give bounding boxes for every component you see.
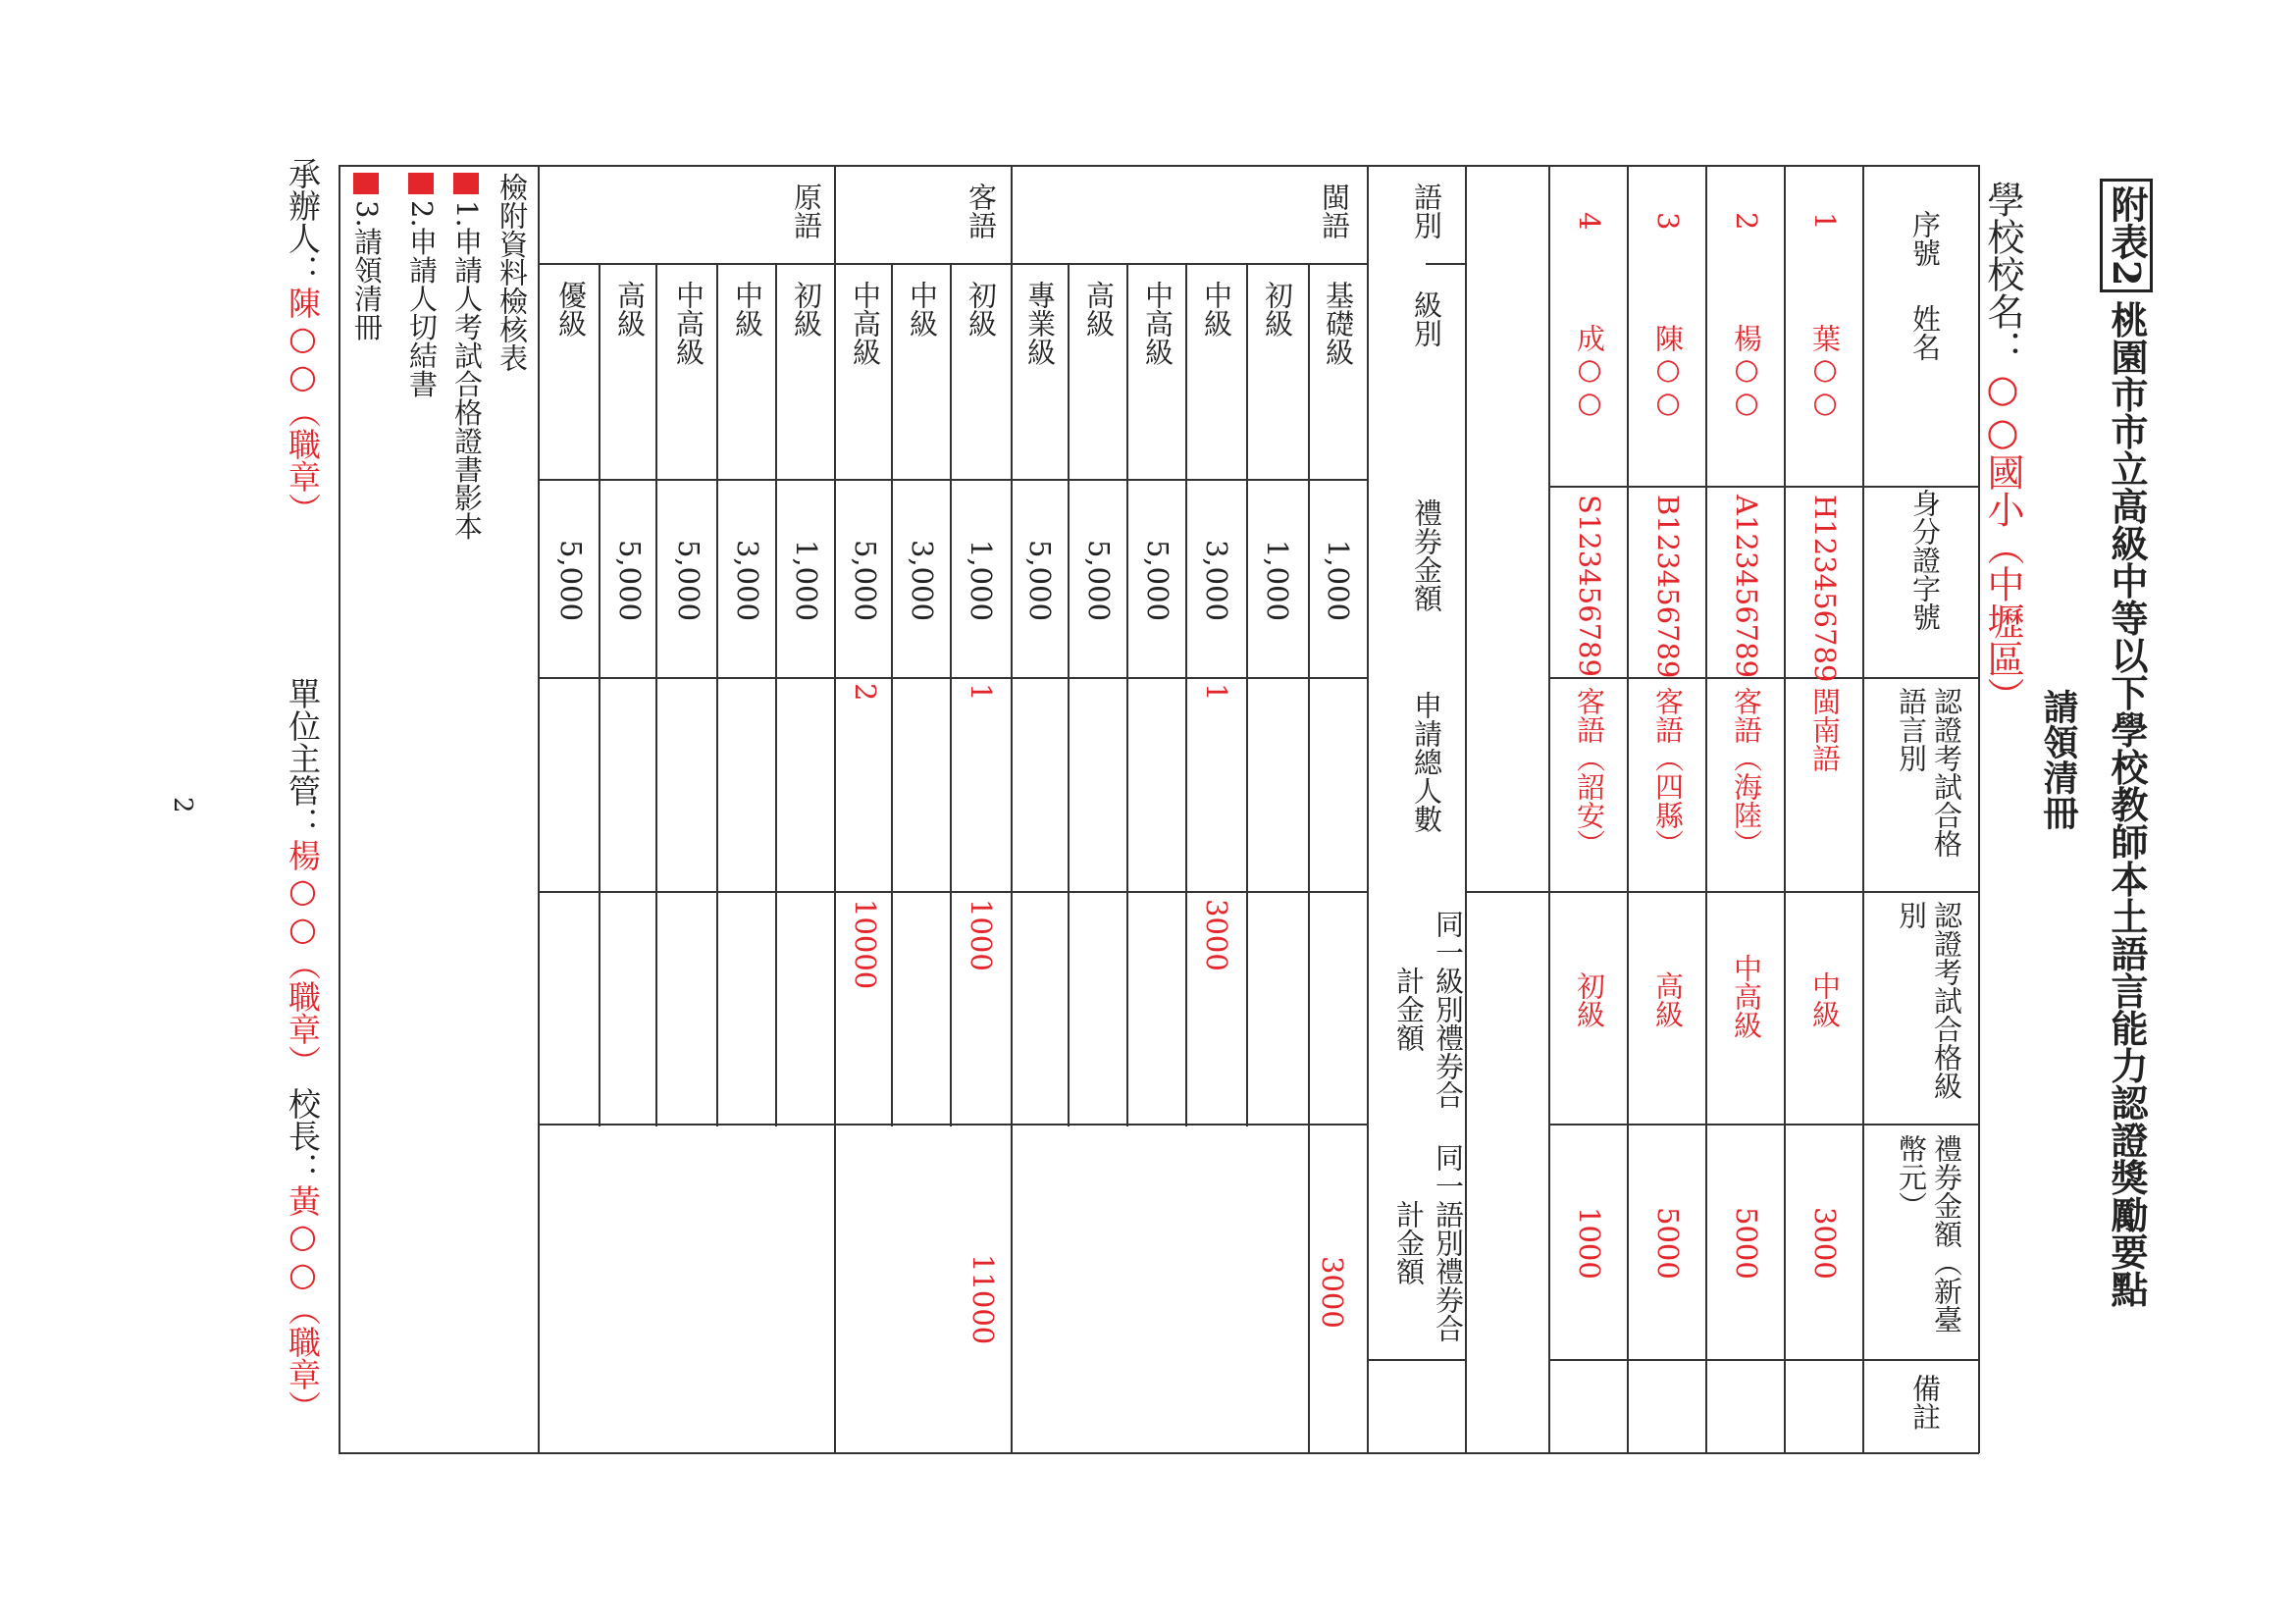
header-language-subtotal: 同一語別禮券合計金額 <box>1392 1142 1465 1342</box>
row-language: 客語（詔安） <box>1573 687 1606 858</box>
school-name <box>1982 181 2023 714</box>
level-amount: 3,000 <box>906 540 939 622</box>
checkbox-checked-icon[interactable] <box>453 173 479 194</box>
level-amount: 5,000 <box>1023 540 1057 622</box>
row-amount: 3000 <box>1808 1207 1842 1280</box>
group-language: 閩語 <box>1318 183 1351 239</box>
level-label: 初級 <box>965 281 998 338</box>
level-amount: 1,000 <box>1261 540 1294 622</box>
level-amount: 3,000 <box>731 540 764 622</box>
header-level-col: 級別 <box>1410 290 1443 347</box>
row-no: 4 <box>1573 212 1606 231</box>
level-label: 高級 <box>613 281 647 338</box>
row-no: 3 <box>1651 212 1685 231</box>
supervisor-value: 楊○○（職章） <box>284 839 322 1077</box>
level-label: 中高級 <box>1141 281 1174 366</box>
handler-signature <box>285 157 320 525</box>
level-subtotal: 10000 <box>849 899 882 990</box>
level-amount: 1,000 <box>965 540 998 622</box>
row-amount: 1000 <box>1573 1207 1606 1280</box>
level-amount: 5,000 <box>672 540 705 622</box>
level-label: 中高級 <box>849 281 882 366</box>
document-title-text: 桃園市市立高級中等以下學校教師本土語言能力認證獎勵要點 <box>2105 300 2149 1308</box>
row-no: 2 <box>1730 212 1763 231</box>
row-name: 陳○○ <box>1651 324 1685 419</box>
header-applicant-count: 申請總人數 <box>1410 691 1443 833</box>
header-level-subtotal: 同一級別禮券合計金額 <box>1392 909 1465 1109</box>
header-language-group: 語別 <box>1410 183 1443 239</box>
row-amount: 5000 <box>1651 1207 1685 1280</box>
document-title <box>2100 179 2153 1307</box>
handler-label: 承辦人： <box>284 157 322 287</box>
level-label: 專業級 <box>1023 281 1057 366</box>
row-name: 葉○○ <box>1808 324 1842 419</box>
row-level: 初級 <box>1573 971 1606 1028</box>
group-language: 客語 <box>965 183 998 239</box>
document-subtitle: 請領清冊 <box>2038 689 2079 830</box>
row-id: H123456789 <box>1808 495 1842 683</box>
header-level: 認證考試合格級別 <box>1895 901 1963 1100</box>
level-count: 1 <box>1200 683 1233 702</box>
row-level: 中級 <box>1808 971 1842 1028</box>
row-language: 客語（海陸） <box>1730 687 1763 858</box>
checklist-title: 檢附資料檢核表 <box>496 173 529 372</box>
level-amount: 3,000 <box>1200 540 1233 622</box>
level-label: 初級 <box>790 281 823 338</box>
header-language: 認證考試合格語言別 <box>1895 687 1963 858</box>
row-name: 楊○○ <box>1730 324 1763 419</box>
level-label: 中高級 <box>672 281 705 366</box>
level-subtotal: 1000 <box>965 899 998 971</box>
level-amount: 5,000 <box>1082 540 1116 622</box>
checklist-item-2: 2.申請人切結書 <box>405 200 439 398</box>
principal-label: 校長： <box>284 1087 322 1184</box>
level-label: 高級 <box>1082 281 1116 338</box>
group-language-total: 11000 <box>966 1254 1000 1345</box>
level-label: 中級 <box>731 281 764 338</box>
supervisor-label: 單位主管： <box>284 677 322 839</box>
school-label: 學校校名： <box>1981 181 2024 367</box>
handler-value: 陳○○（職章） <box>284 287 322 525</box>
row-id: B123456789 <box>1651 495 1685 679</box>
row-amount: 5000 <box>1730 1207 1763 1280</box>
checkbox-checked-icon[interactable] <box>408 173 434 194</box>
level-label: 初級 <box>1261 281 1294 338</box>
header-note: 備註 <box>1908 1374 1942 1431</box>
row-level: 高級 <box>1651 971 1685 1028</box>
level-label: 優級 <box>554 281 588 338</box>
school-value: ○○國小（中壢區） <box>1981 367 2024 714</box>
checkbox-checked-icon[interactable] <box>353 173 379 194</box>
row-language: 閩南語 <box>1808 687 1842 772</box>
principal-signature <box>285 1087 320 1423</box>
level-amount: 1,000 <box>790 540 823 622</box>
attachment-label: 附表2 <box>2100 179 2153 292</box>
level-amount: 5,000 <box>849 540 882 622</box>
header-name: 姓名 <box>1908 304 1942 361</box>
row-name: 成○○ <box>1573 324 1606 419</box>
checklist-item-3: 3.請領清冊 <box>350 200 384 341</box>
level-amount: 5,000 <box>554 540 588 622</box>
checklist-item-1: 1.申請人考試合格證書影本 <box>450 200 484 541</box>
level-count: 1 <box>965 683 998 702</box>
level-label: 中級 <box>1200 281 1233 338</box>
row-language: 客語（四縣） <box>1651 687 1685 858</box>
row-no: 1 <box>1808 212 1842 231</box>
header-id: 身分證字號 <box>1908 489 1942 631</box>
header-no: 序號 <box>1908 210 1942 267</box>
supervisor-signature <box>285 677 320 1077</box>
principal-value: 黃○○（職章） <box>284 1184 322 1423</box>
row-id: S123456789 <box>1573 495 1606 677</box>
group-language-total: 3000 <box>1316 1256 1349 1329</box>
level-amount: 1,000 <box>1322 540 1355 622</box>
level-subtotal: 3000 <box>1200 899 1233 971</box>
header-voucher-amount: 禮券金額 <box>1410 498 1443 612</box>
level-amount: 5,000 <box>1141 540 1174 622</box>
level-label: 中級 <box>906 281 939 338</box>
group-language: 原語 <box>790 183 823 239</box>
row-level: 中高級 <box>1730 954 1763 1039</box>
header-amount: 禮券金額（新臺幣元） <box>1895 1134 1963 1334</box>
row-id: A123456789 <box>1730 495 1763 678</box>
page-number: 2 <box>168 797 197 813</box>
level-amount: 5,000 <box>613 540 647 622</box>
level-count: 2 <box>849 683 882 702</box>
level-label: 基礎級 <box>1322 281 1355 366</box>
